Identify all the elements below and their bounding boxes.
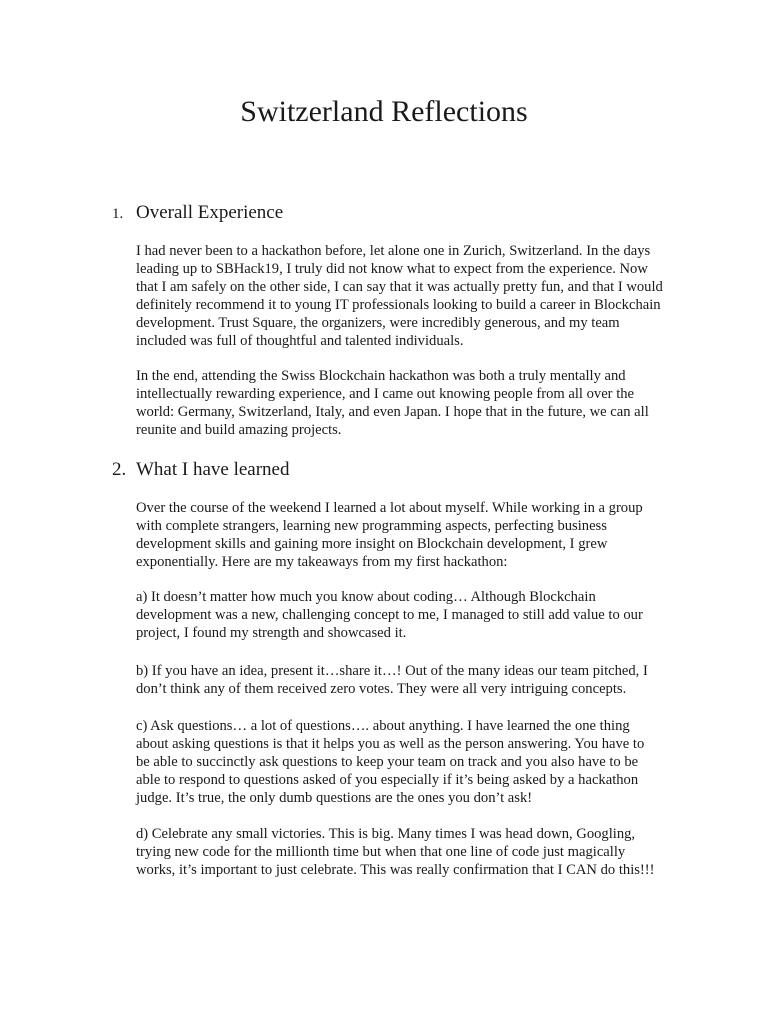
section-heading-what-i-have-learned (112, 458, 290, 482)
paragraph (136, 367, 676, 439)
text-line: about asking questions is that it helps you as well as the person answering. You have to (136, 736, 645, 752)
document-title: Switzerland Reflections (240, 95, 528, 128)
text-line: world: Germany, Switzerland, Italy, and even Japan. I hope that in the future, we can all (136, 404, 649, 420)
section-number: 1. (112, 206, 124, 222)
text-line: reunite and build amazing projects. (136, 422, 342, 438)
text-line: be able to succinctly ask questions to keep your team on track and you also have to be (136, 754, 639, 770)
section-title: What I have learned (136, 459, 290, 480)
text-line: works, it’s important to just celebrate. This was really confirmation that I CAN do this!!! (136, 862, 655, 878)
text-line: project, I found my strength and showcased it. (136, 625, 407, 641)
takeaway-d (136, 825, 676, 879)
takeaway-a (136, 588, 676, 642)
text-line: judge. It’s true, the only dumb questions are the ones you don’t ask! (136, 790, 533, 806)
paragraph (136, 242, 676, 350)
text-line: b) If you have an idea, present it…share it…! Out of the many ideas our team pitched, I (136, 663, 648, 679)
section-title: Overall Experience (136, 202, 284, 223)
text-line: included was full of thoughtful and talented individuals. (136, 333, 464, 349)
text-line: I had never been to a hackathon before, let alone one in Zurich, Switzerland. In the days (136, 243, 651, 259)
text-line: able to respond to questions asked of you especially if it’s being asked by a hackathon (136, 772, 639, 788)
text-line: intellectually rewarding experience, and I came out knowing people from all over the (136, 386, 635, 402)
text-line: d) Celebrate any small victories. This is big. Many times I was head down, Googling, (136, 826, 636, 842)
text-line: definitely recommend it to young IT professionals looking to build a career in Blockchain (136, 297, 661, 313)
section-number: 2. (112, 459, 127, 480)
paragraph (136, 499, 676, 571)
text-line: a) It doesn’t matter how much you know about coding… Although Blockchain (136, 589, 596, 605)
text-line: In the end, attending the Swiss Blockchain hackathon was both a truly mentally and (136, 368, 626, 384)
text-line: development was a new, challenging concept to me, I managed to still add value to our (136, 607, 643, 623)
text-line: trying new code for the millionth time but when that one line of code just magically (136, 844, 626, 860)
text-line: development. Trust Square, the organizers, were incredibly generous, and my team (136, 315, 620, 331)
text-line: that I am safely on the other side, I can say that it was actually pretty fun, and that I would (136, 279, 663, 295)
text-line: development skills and gaining more insight on Blockchain development, I grew (136, 536, 608, 552)
takeaway-c (136, 717, 676, 807)
section-heading-overall-experience (112, 201, 283, 226)
takeaway-b (136, 662, 676, 698)
text-line: with complete strangers, learning new programming aspects, perfecting business (136, 518, 607, 534)
text-line: leading up to SBHack19, I truly did not know what to expect from the experience. Now (136, 261, 648, 277)
text-line: don’t think any of them received zero votes. They were all very intriguing concepts. (136, 681, 627, 697)
text-line: exponentially. Here are my takeaways from my first hackathon: (136, 554, 508, 570)
text-line: Over the course of the weekend I learned a lot about myself. While working in a group (136, 500, 643, 516)
text-line: c) Ask questions… a lot of questions…. about anything. I have learned the one thing (136, 718, 630, 734)
